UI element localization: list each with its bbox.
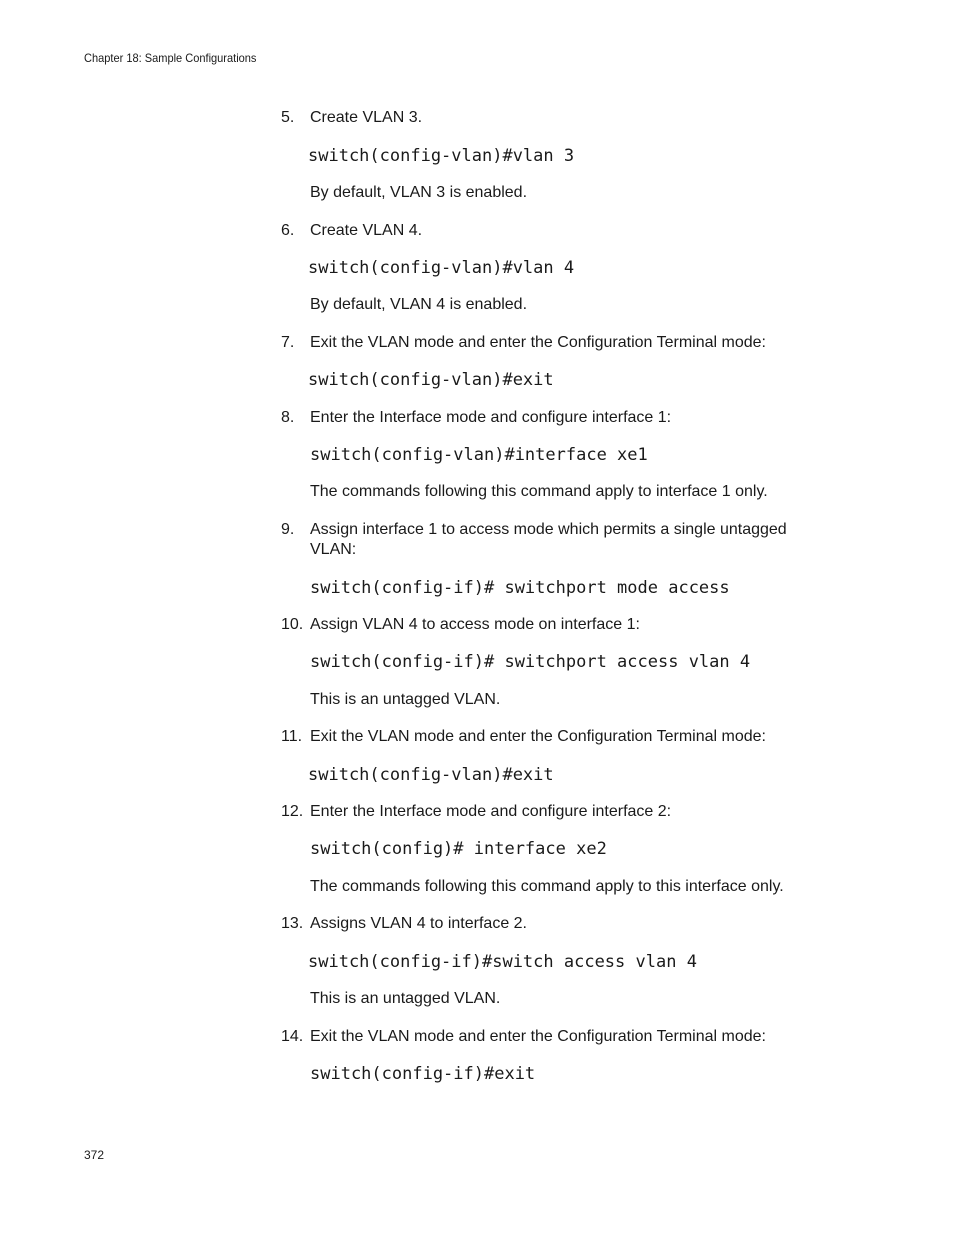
step-text: Enter the Interface mode and configure interface 1:: [310, 409, 672, 426]
code-line: switch(config-if)# switchport mode access: [310, 578, 730, 598]
code-line: switch(config-vlan)#exit: [308, 765, 554, 785]
step-text: Exit the VLAN mode and enter the Configuration Terminal mode:: [310, 1028, 766, 1045]
step-note: This is an untagged VLAN.: [310, 691, 501, 708]
running-header: Chapter 18: Sample Configurations: [84, 51, 257, 65]
code-line: switch(config-vlan)#exit: [308, 370, 554, 390]
step-text-continued: VLAN:: [310, 541, 357, 558]
step-note: The commands following this command apply to this interface only.: [310, 878, 784, 895]
step-number: 14.: [281, 1028, 304, 1045]
step-text: Assign VLAN 4 to access mode on interface 1:: [310, 616, 640, 633]
step-note: By default, VLAN 3 is enabled.: [310, 184, 528, 201]
step-text: Assigns VLAN 4 to interface 2.: [310, 915, 527, 932]
step-number: 7.: [281, 334, 295, 351]
step-text: Create VLAN 3.: [310, 109, 423, 126]
step-text: Enter the Interface mode and configure interface 2:: [310, 803, 672, 820]
step-text: Exit the VLAN mode and enter the Configuration Terminal mode:: [310, 334, 766, 351]
step-number: 6.: [281, 222, 295, 239]
code-line: switch(config)# interface xe2: [310, 839, 607, 859]
step-number: 9.: [281, 521, 295, 538]
code-line: switch(config-if)# switchport access vlan 4: [310, 652, 751, 672]
code-line: switch(config-vlan)#vlan 4: [308, 258, 575, 278]
step-text: Assign interface 1 to access mode which permits a single untagged: [310, 521, 787, 538]
step-number: 5.: [281, 109, 295, 126]
code-line: switch(config-if)#switch access vlan 4: [308, 952, 697, 972]
code-line: switch(config-if)#exit: [310, 1064, 536, 1084]
step-number: 11.: [281, 728, 303, 745]
step-note: By default, VLAN 4 is enabled.: [310, 296, 528, 313]
page-number: 372: [84, 1148, 105, 1162]
step-number: 10.: [281, 616, 304, 633]
code-line: switch(config-vlan)#interface xe1: [310, 445, 648, 465]
step-number: 12.: [281, 803, 304, 820]
step-text: Create VLAN 4.: [310, 222, 423, 239]
step-number: 8.: [281, 409, 295, 426]
step-text: Exit the VLAN mode and enter the Configuration Terminal mode:: [310, 728, 766, 745]
step-number: 13.: [281, 915, 304, 932]
step-note: This is an untagged VLAN.: [310, 990, 501, 1007]
code-line: switch(config-vlan)#vlan 3: [308, 146, 575, 166]
step-note: The commands following this command apply to interface 1 only.: [310, 483, 768, 500]
